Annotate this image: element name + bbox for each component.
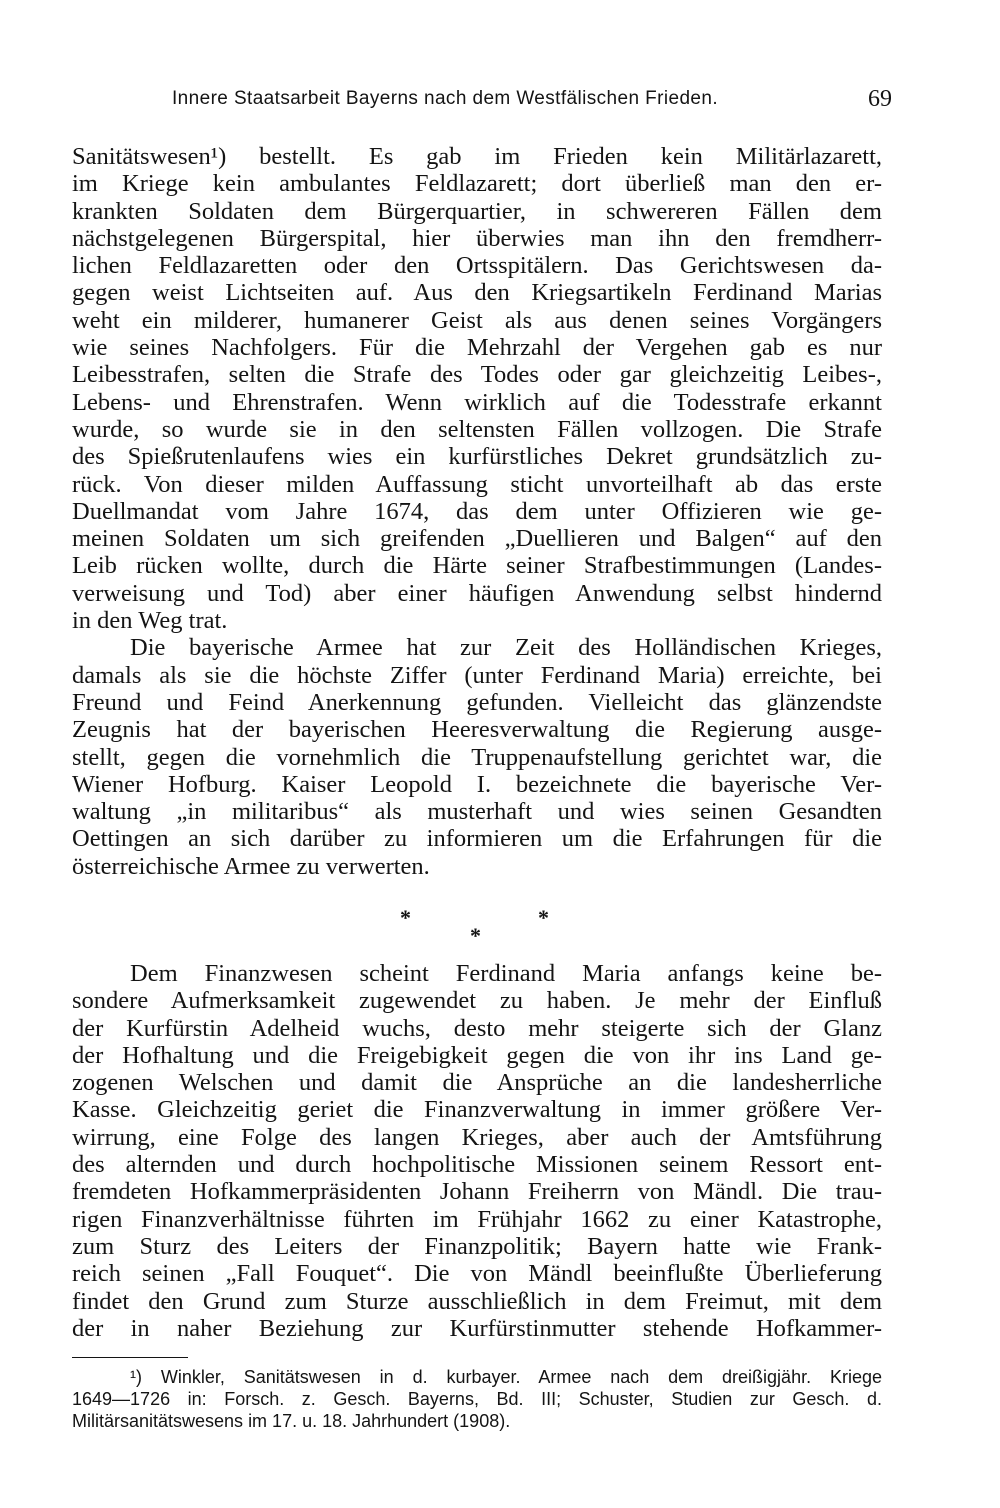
text-line: verweisung und Tod) aber einer häufigen Anwendung selbst hindernd <box>72 579 882 607</box>
text-line: nächstgelegenen Bürgerspital, hier überwies man ihn den fremdherr- <box>72 224 882 252</box>
text-line: des Spießrutenlaufens wies ein kurfürstliches Dekret grundsätzlich zu- <box>72 443 882 471</box>
asterisk: * <box>400 905 411 930</box>
footnote-line: Militärsanitätswesens im 17. u. 18. Jahrhundert (1908). <box>72 1411 511 1431</box>
footnote <box>72 1366 882 1432</box>
text-line: Die bayerische Armee hat zur Zeit des Holländischen Krieges, <box>130 634 882 662</box>
text-line: in den Weg trat. <box>72 607 228 635</box>
text-line: Lebens- und Ehrenstrafen. Wenn wirklich auf die Todesstrafe erkannt <box>72 388 882 416</box>
text-line: waltung „in militaribus“ als musterhaft und wies seinen Gesandten <box>72 798 882 826</box>
text-line: zogenen Welschen und damit die Ansprüche an die landesherrliche <box>72 1069 882 1097</box>
text-line: wurde, so wurde sie in den seltensten Fällen vollzogen. Die Strafe <box>72 415 882 443</box>
text-line: wirrung, eine Folge des langen Krieges, aber auch der Amtsführung <box>72 1123 882 1151</box>
text-line: meinen Soldaten um sich greifenden „Duellieren und Balgen“ auf den <box>72 525 882 553</box>
text-line: gegen weist Lichtseiten auf. Aus den Kriegsartikeln Ferdinand Marias <box>72 279 882 307</box>
text-line: der Kurfürstin Adelheid wuchs, desto mehr steigerte sich der Glanz <box>72 1014 882 1042</box>
running-title: Innere Staatsarbeit Bayerns nach dem Westfälischen Frieden. <box>172 88 719 109</box>
text-line: rück. Von dieser milden Auffassung sticht unvorteilhaft ab das erste <box>72 470 882 498</box>
text-line: rigen Finanzverhältnisse führten im Frühjahr 1662 zu einer Katastrophe, <box>72 1205 882 1233</box>
paragraph-finance <box>72 960 882 1342</box>
text-line: Freund und Feind Anerkennung gefunden. Vielleicht das glänzendste <box>72 688 882 716</box>
text-line: im Kriege kein ambulantes Feldlazarett; dort überließ man den er- <box>72 170 882 198</box>
text-line: Sanitätswesen¹) bestellt. Es gab im Frieden kein Militärlazarett, <box>72 143 882 170</box>
text-line: der in naher Beziehung zur Kurfürstinmutter stehende Hofkammer- <box>72 1314 882 1342</box>
text-line: wie seines Nachfolgers. Für die Mehrzahl der Vergehen gab es nur <box>72 334 882 362</box>
page-number: 69 <box>868 86 892 112</box>
text-line: Oettingen an sich darüber zu informieren um die Erfahrungen für die <box>72 825 882 853</box>
text-line: lichen Feldlazaretten oder den Ortsspitälern. Das Gerichtswesen da- <box>72 252 882 280</box>
text-line: zum Sturz des Leiters der Finanzpolitik; Bayern hatte wie Frank- <box>72 1232 882 1260</box>
text-line: Leibesstrafen, selten die Strafe des Todes oder gar gleichzeitig Leibes-, <box>72 361 882 389</box>
text-line: Leib rücken wollte, durch die Härte seiner Strafbestimmungen (Landes- <box>72 552 882 580</box>
text-line: fremdeten Hofkammerpräsidenten Johann Freiherrn von Mändl. Die trau- <box>72 1178 882 1206</box>
text-line: des alternden und durch hochpolitische Missionen seinem Ressort ent- <box>72 1151 882 1179</box>
footnote-line: 1649—1726 in: Forsch. z. Gesch. Bayerns, Bd. III; Schuster, Studien zur Gesch. d. <box>72 1389 882 1409</box>
section-separator <box>72 905 882 948</box>
text-line: Kasse. Gleichzeitig geriet die Finanzverwaltung in immer größere Ver- <box>72 1096 882 1124</box>
text-line: Zeugnis hat der bayerischen Heeresverwaltung die Regierung ausge- <box>72 716 882 744</box>
text-line: Duellmandat vom Jahre 1674, das dem unter Offizieren wie ge- <box>72 497 882 525</box>
text-line: Dem Finanzwesen scheint Ferdinand Maria anfangs keine be- <box>130 960 882 987</box>
text-line: österreichische Armee zu verwerten. <box>72 852 430 880</box>
text-line: krankten Soldaten dem Bürgerquartier, in schwereren Fällen dem <box>72 197 882 225</box>
text-line: Wiener Hofburg. Kaiser Leopold I. bezeichnete die bayerische Ver- <box>72 770 882 798</box>
asterisk: * <box>538 905 549 930</box>
text-line: reich seinen „Fall Fouquet“. Die von Mändl beeinflußte Überlieferung <box>72 1260 882 1288</box>
asterisk: * <box>470 923 481 948</box>
footnote-divider <box>72 1357 188 1358</box>
footnote-line: ¹) Winkler, Sanitätswesen in d. kurbayer. Armee nach dem dreißigjähr. Kriege <box>130 1367 882 1387</box>
text-line: der Hofhaltung und die Freigebigkeit gegen die von ihr ins Land ge- <box>72 1041 882 1069</box>
running-header <box>72 88 892 122</box>
main-text-block <box>72 143 882 880</box>
paragraph-medical-and-justice <box>72 143 882 634</box>
text-line: weht ein milderer, humanerer Geist als aus denen seines Vorgängers <box>72 306 882 334</box>
text-line: sondere Aufmerksamkeit zugewendet zu haben. Je mehr der Einfluß <box>72 987 882 1015</box>
text-line: findet den Grund zum Sturze ausschließlich in dem Freimut, mit dem <box>72 1287 882 1315</box>
paragraph-army-recognition <box>72 634 882 880</box>
text-line: damals als sie die höchste Ziffer (unter Ferdinand Maria) erreichte, bei <box>72 661 882 689</box>
text-line: stellt, gegen die vornehmlich die Truppenaufstellung gerichtet war, die <box>72 743 882 771</box>
